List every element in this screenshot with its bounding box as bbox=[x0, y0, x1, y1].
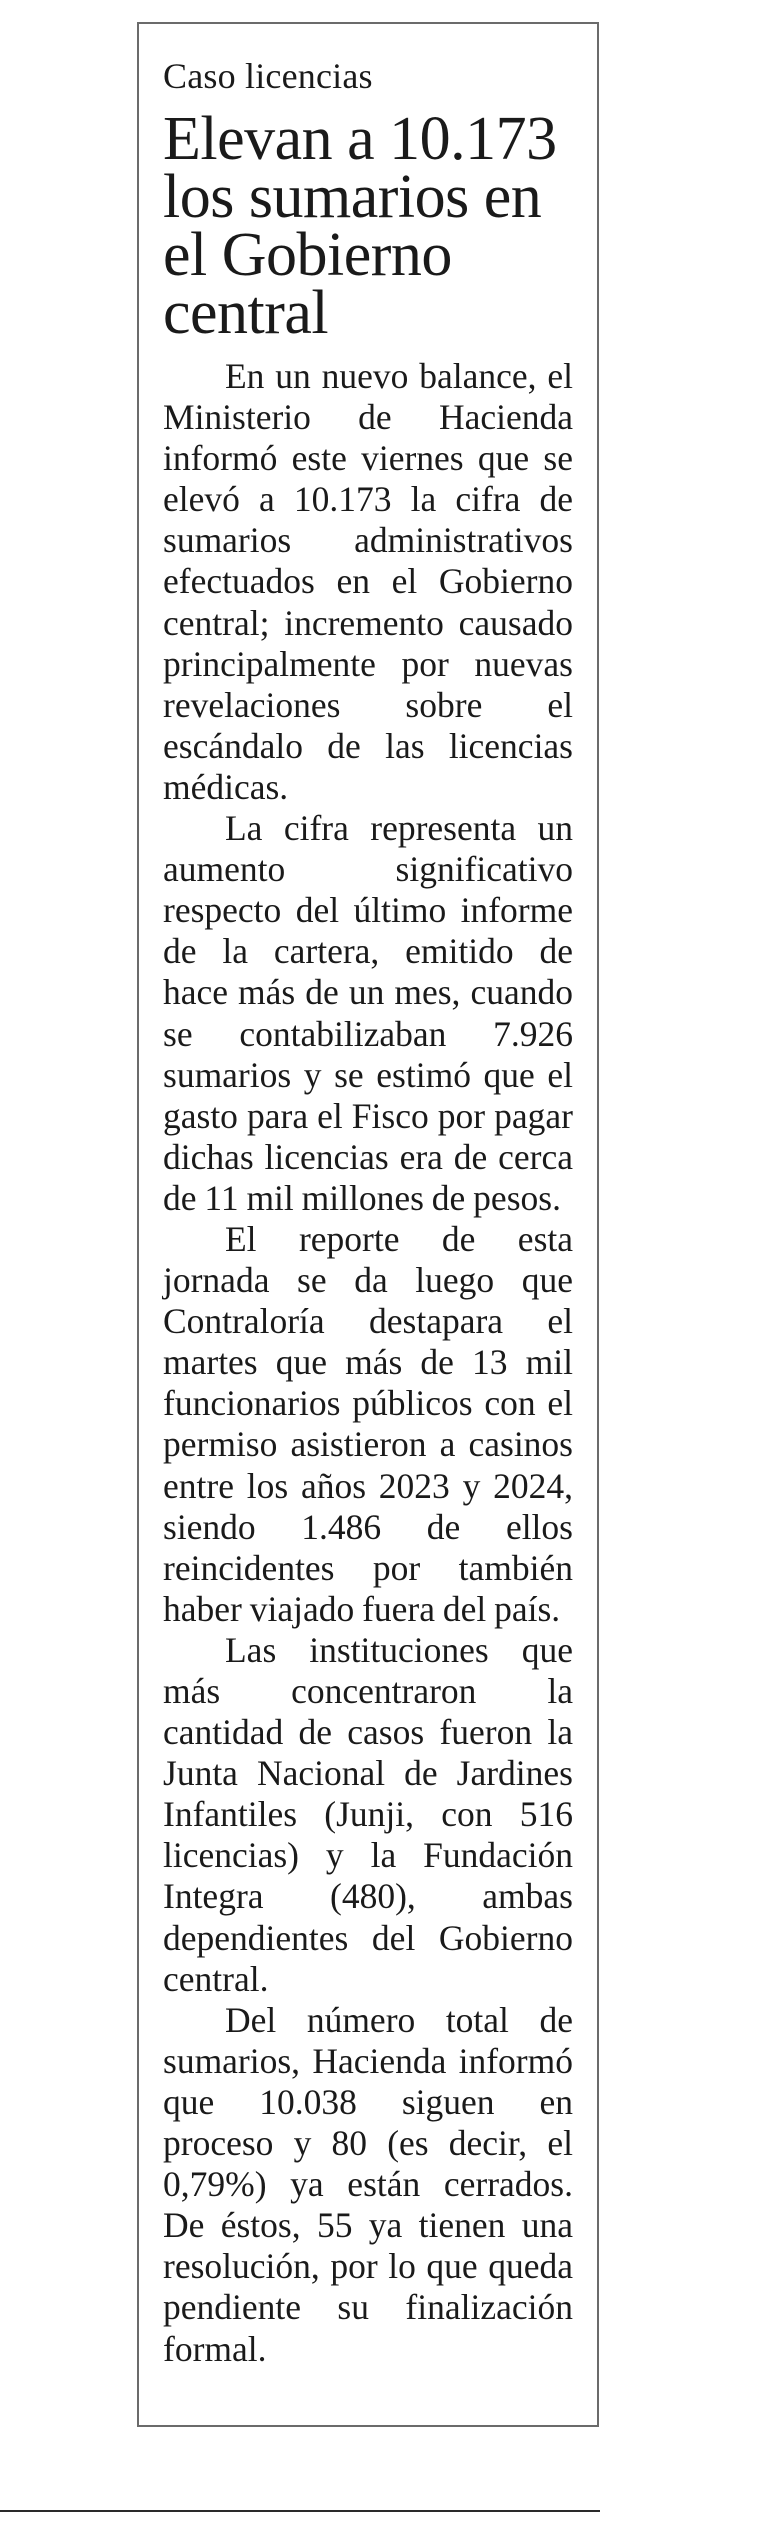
article-body bbox=[163, 356, 573, 2370]
bottom-divider bbox=[0, 2510, 600, 2512]
paragraph: Las instituciones que más concentraron la cantidad de casos fueron la Junta Nacional de Jardines Infantiles (Junji, con 516 licencias) y la Fundación Integra (480), ambas dependientes del Gobierno central. bbox=[163, 1629, 573, 1999]
article-box bbox=[137, 22, 599, 2427]
headline: Elevan a 10.173 los sumarios en el Gobierno central bbox=[163, 105, 557, 347]
paragraph: El reporte de esta jornada se da luego que Contraloría destapara el martes que más de 13 mil funcionarios públicos con el permiso asistieron a casinos entre los años 2023 y 2024, siendo 1.486 de ellos reincidentes por también haber viajado fuera del país. bbox=[163, 1218, 573, 1629]
section-tag: Caso licencias bbox=[163, 56, 373, 96]
paragraph: La cifra representa un aumento significativo respecto del último informe de la cartera, emitido de hace más de un mes, cuando se contabilizaban 7.926 sumarios y se estimó que el gasto para el Fisco por pagar dichas licencias era de cerca de 11 mil millones de pesos. bbox=[163, 808, 573, 1218]
paragraph: En un nuevo balance, el Ministerio de Hacienda informó este viernes que se elevó a 10.173 la cifra de sumarios administrativos efectuados en el Gobierno central; incremento causado principalmente por nuevas revelaciones sobre el escándalo de las licencias médicas. bbox=[163, 356, 573, 807]
paragraph: Del número total de sumarios, Hacienda informó que 10.038 siguen en proceso y 80 (es decir, el 0,79%) ya están cerrados. De éstos, 55 ya tienen una resolución, por lo que queda pendiente su finalización formal. bbox=[163, 1999, 573, 2369]
